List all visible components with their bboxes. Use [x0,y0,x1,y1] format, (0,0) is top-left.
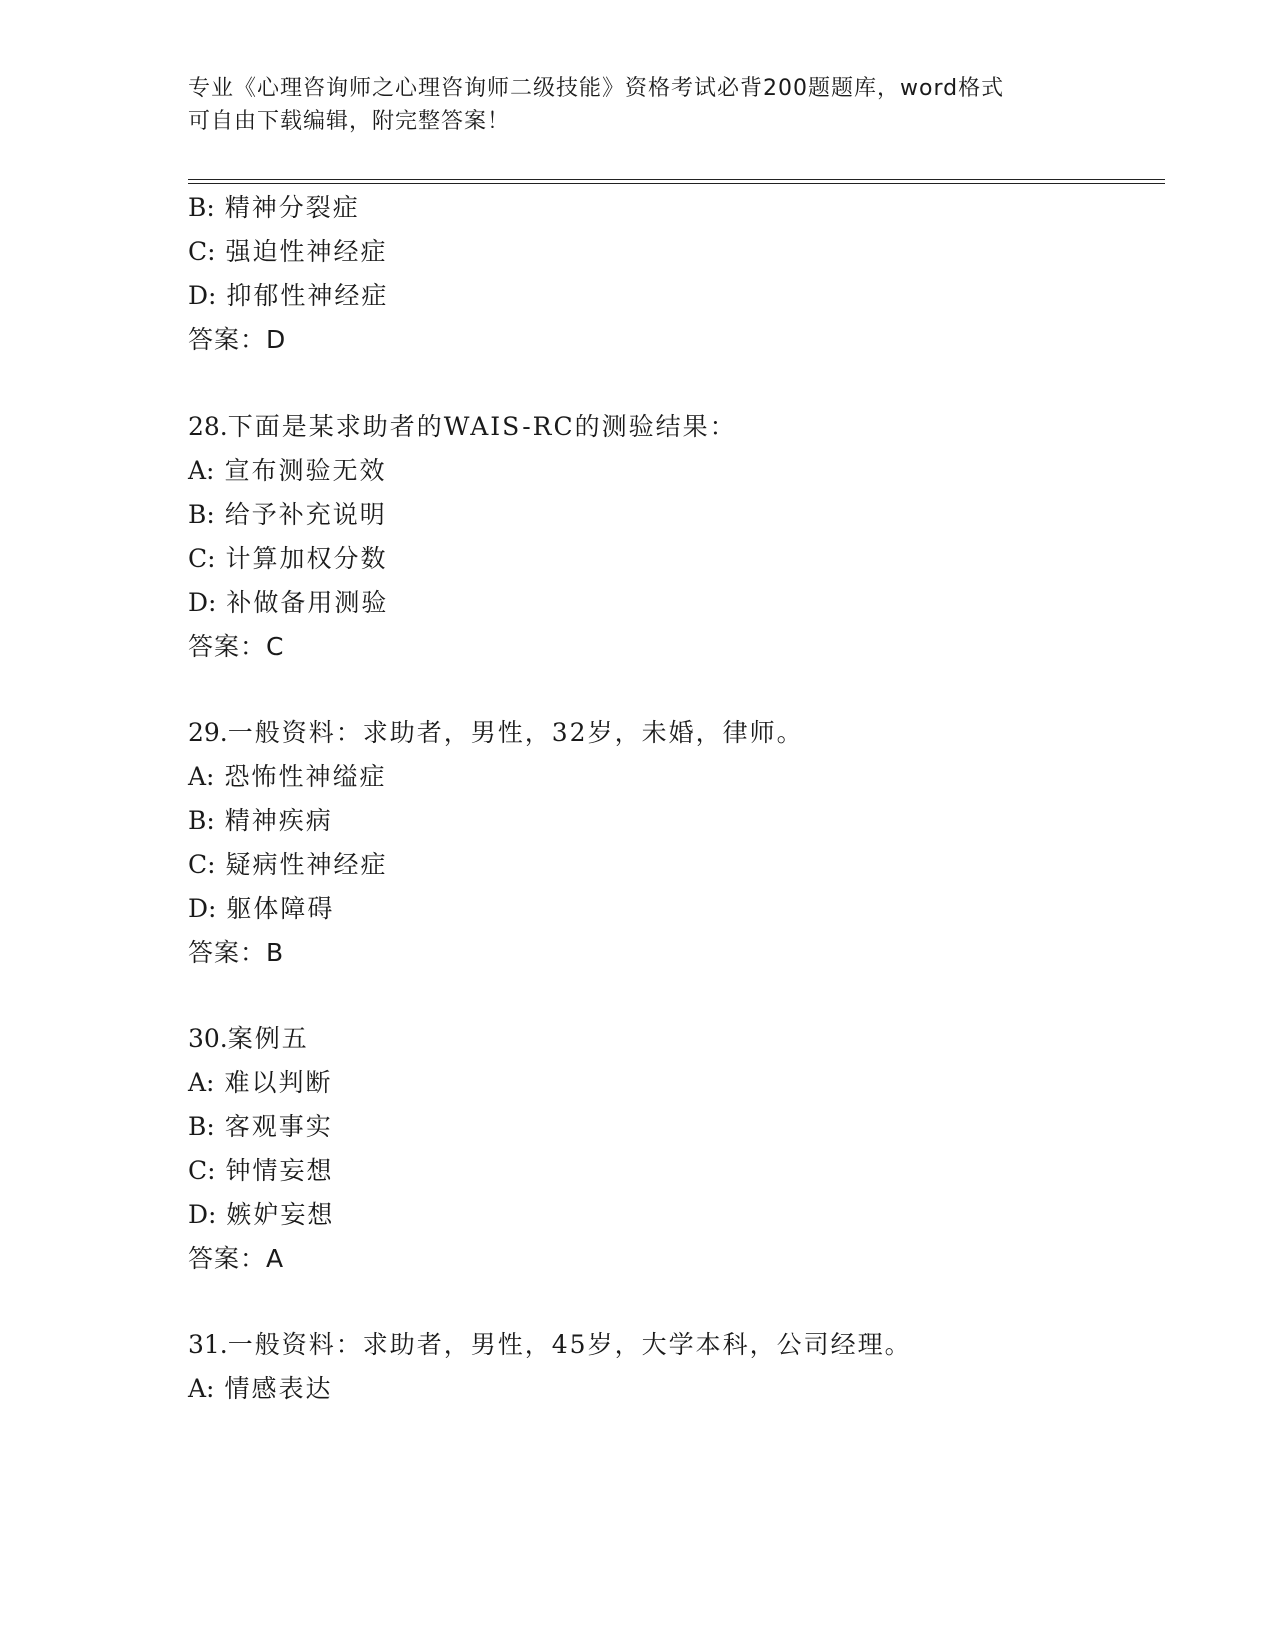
answer-line: 答案：C [188,632,285,661]
option-text: 补做备用测验 [226,588,389,617]
option-letter: D: [188,588,217,617]
question-number: 28. [188,412,228,441]
question-text: 下面是某求助者的WAIS-RC的测验结果： [227,412,737,441]
option-d [188,894,334,924]
option-a [188,1068,332,1098]
option-text: 情感表达 [224,1374,333,1403]
option-d [188,588,388,618]
header-title-line-1: 专业《心理咨询师之心理咨询师二级技能》资格考试必背200题题库，word格式 [188,76,1005,101]
option-text: 客观事实 [224,1112,333,1141]
option-d [188,281,388,311]
answer-line: 答案：B [188,938,285,967]
question-text: 一般资料：求助者，男性，32岁，未婚，律师。 [227,718,804,747]
header-divider-bottom [188,183,1165,184]
option-text: 钟情妄想 [225,1156,334,1185]
option-text: 给予补充说明 [224,500,387,529]
question-31 [188,1330,912,1360]
option-c [188,1156,334,1186]
option-text: 恐怖性神缢症 [224,762,387,791]
question-number: 30. [188,1024,228,1053]
option-letter: A: [188,456,215,485]
question-28 [188,412,737,442]
option-text: 强迫性神经症 [225,237,388,266]
question-text: 案例五 [227,1024,309,1053]
option-text: 计算加权分数 [225,544,388,573]
option-letter: C: [188,1156,216,1185]
option-a [188,1374,332,1404]
option-letter: A: [188,1068,215,1097]
option-text: 精神分裂症 [224,193,360,222]
question-number: 31. [188,1330,228,1359]
option-letter: A: [188,762,215,791]
option-letter: D: [188,1200,217,1229]
option-letter: D: [188,894,217,923]
option-c [188,850,388,880]
option-letter: C: [188,237,216,266]
question-number: 29. [188,718,228,747]
question-29 [188,718,804,748]
option-text: 嫉妒妄想 [226,1200,335,1229]
option-c [188,544,388,574]
option-text: 难以判断 [224,1068,333,1097]
option-c [188,237,388,267]
option-letter: A: [188,1374,215,1403]
option-b [188,193,360,223]
option-b [188,806,333,836]
option-a [188,762,386,792]
option-text: 疑病性神经症 [225,850,388,879]
document-header [188,72,1088,138]
option-a [188,456,386,486]
option-d [188,1200,334,1230]
option-letter: D: [188,281,217,310]
question-30 [188,1024,309,1054]
option-letter: B: [188,1112,215,1141]
answer-line: 答案：D [188,325,287,354]
option-letter: B: [188,500,215,529]
option-text: 宣布测验无效 [224,456,387,485]
header-divider-top [188,179,1165,180]
question-text: 一般资料：求助者，男性，45岁，大学本科，公司经理。 [227,1330,912,1359]
option-text: 精神疾病 [224,806,333,835]
option-letter: C: [188,850,216,879]
option-b [188,500,387,530]
option-text: 抑郁性神经症 [226,281,389,310]
option-text: 躯体障碍 [226,894,335,923]
option-letter: C: [188,544,216,573]
option-b [188,1112,333,1142]
header-title-line-2: 可自由下载编辑，附完整答案！ [188,109,511,134]
option-letter: B: [188,806,215,835]
option-letter: B: [188,193,215,222]
answer-line: 答案：A [188,1244,285,1273]
